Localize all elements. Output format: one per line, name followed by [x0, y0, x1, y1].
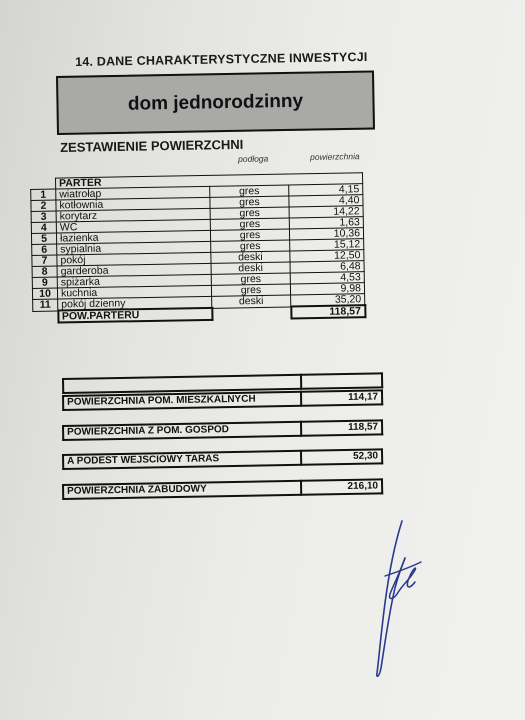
living-area-label: POWIERZCHNIA POM. MIESZKALNYCH	[63, 392, 301, 410]
room-floor: gres	[210, 218, 289, 230]
terrace-label: A PODEST WEJSCIOWY TARAS	[63, 451, 301, 469]
built-area-summary	[62, 478, 383, 500]
room-name: łazienka	[56, 230, 210, 244]
rooms-table-wrapper	[30, 172, 366, 324]
room-area: 35,20	[291, 294, 365, 307]
room-floor: deski	[211, 251, 290, 263]
utility-area-label: POWIERZCHNIA Z POM. GOSPOD	[63, 422, 301, 440]
room-area: 6,48	[290, 261, 364, 273]
room-floor: deski	[211, 262, 290, 274]
room-name: pokój dzienny	[58, 296, 212, 310]
room-area: 4,15	[289, 184, 363, 196]
room-floor: gres	[210, 229, 289, 241]
room-name: kotłownia	[56, 197, 210, 211]
rooms-table	[30, 172, 366, 324]
room-number: 11	[33, 299, 58, 311]
room-floor: deski	[212, 295, 291, 308]
room-area: 12,50	[290, 250, 364, 262]
room-name: WC	[56, 219, 210, 233]
room-number: 9	[32, 277, 57, 288]
room-name: korytarz	[56, 208, 210, 222]
room-name: wiatrołap	[56, 186, 210, 200]
room-area: 15,12	[290, 239, 364, 251]
built-area-label: POWIERZCHNIA ZABUDOWY	[63, 481, 301, 499]
room-number: 2	[31, 200, 56, 211]
total-label: POW.PARTERU	[58, 308, 212, 323]
parter-label: PARTER	[56, 173, 363, 189]
table-heading: ZESTAWIENIE POWIERZCHNI	[60, 136, 244, 155]
room-floor: gres	[210, 207, 289, 219]
utility-area-summary	[62, 419, 383, 441]
room-area: 9,98	[290, 283, 364, 295]
room-number: 1	[31, 189, 56, 200]
room-number: 7	[32, 255, 57, 266]
room-number: 3	[31, 211, 56, 222]
room-area: 4,53	[290, 272, 364, 284]
room-number: 6	[32, 244, 57, 255]
room-number: 4	[31, 222, 56, 233]
document-title: dom jednorodzinny	[127, 90, 304, 115]
room-name: sypialnia	[57, 241, 211, 255]
terrace-summary	[62, 448, 383, 470]
room-area: 10,36	[289, 228, 363, 240]
room-name: pokój	[57, 252, 211, 266]
room-floor: gres	[210, 196, 289, 208]
room-floor: gres	[211, 240, 290, 252]
handwritten-signature	[365, 518, 445, 683]
utility-area-value: 118,57	[301, 420, 382, 435]
room-number: 5	[31, 233, 56, 244]
room-name: spiżarka	[57, 274, 211, 288]
column-header-area: powierzchnia	[310, 151, 360, 162]
room-floor: gres	[211, 273, 290, 285]
title-box	[56, 70, 375, 135]
room-number: 8	[32, 266, 57, 277]
built-area-value: 216,10	[301, 479, 382, 494]
room-area: 1,63	[289, 217, 363, 229]
terrace-value: 52,30	[301, 449, 382, 464]
column-header-floor: podłoga	[238, 153, 269, 164]
room-floor: gres	[211, 284, 290, 296]
section-heading: 14. DANE CHARAKTERYSTYCZNE INWESTYCJI	[75, 49, 368, 69]
room-area: 14,22	[289, 206, 363, 218]
room-floor: gres	[210, 185, 289, 197]
room-area: 4,40	[289, 195, 363, 207]
room-name: kuchnia	[57, 285, 211, 299]
living-area-value: 114,17	[301, 390, 382, 405]
room-number: 10	[32, 288, 57, 299]
total-value: 118,57	[291, 305, 365, 318]
room-name: garderoba	[57, 263, 211, 277]
